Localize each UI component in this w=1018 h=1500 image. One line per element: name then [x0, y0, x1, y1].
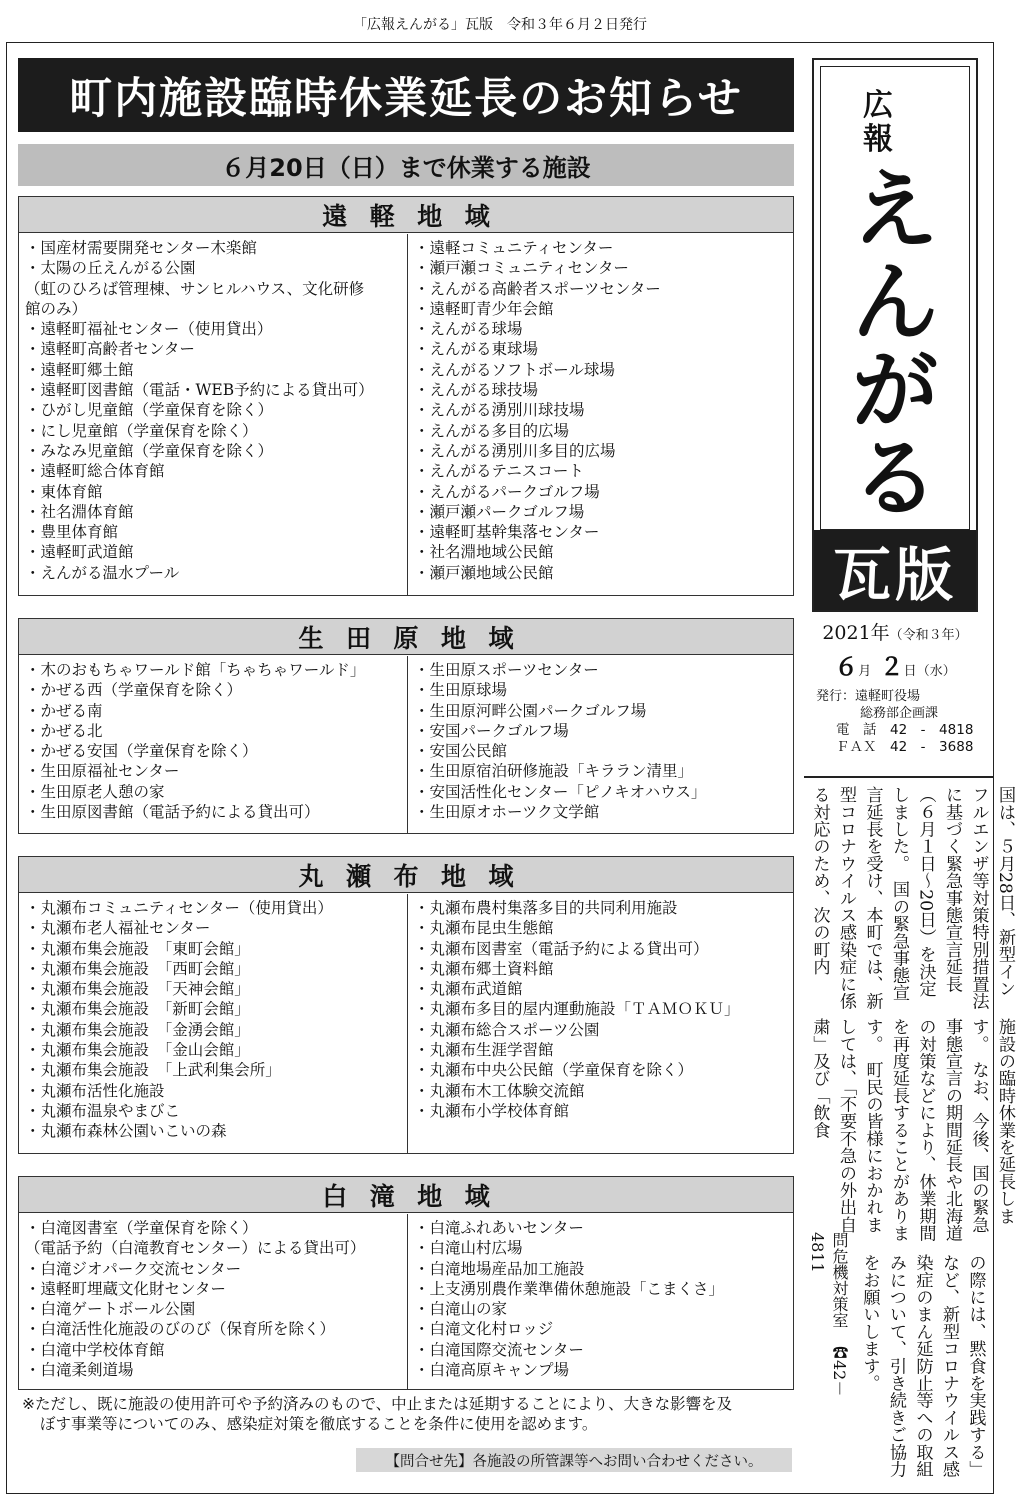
facility-item: ・国産材需要開発センター木楽館 [25, 239, 257, 257]
facility-list-right [407, 656, 793, 833]
body-text-upper: 国は、５月28日、新型インフルエンザ等対策特別措置法に基づく緊急事態宣言延長（６月１日～20日）を決定しました。 国の緊急事態宣言延長を受け、本町では、新型コロナウイルス感染症に係る対応のため、次の町内 [809, 786, 1015, 1010]
region-box-ikutahara [18, 618, 794, 834]
facility-item: ・社名淵地域公民館 [414, 543, 554, 562]
region-box-maruseppu [18, 856, 794, 1154]
facility-item: ・えんがるソフトボール球場 [414, 360, 615, 379]
facility-item: ・遠軽町武道館 [25, 543, 134, 562]
facility-item: ・白滝地場産品加工施設 [414, 1259, 585, 1278]
facility-item: ・遠軽町図書館（電話・WEB予約による貸出可） [25, 381, 374, 400]
facility-item: ・えんがる温水プール [25, 563, 180, 582]
facility-item: ・上支湧別農作業準備休憩施設「こまくさ」 [414, 1279, 725, 1298]
facility-item: ・丸瀬布小学校体育館 [414, 1101, 570, 1120]
facility-list-left [19, 1214, 407, 1389]
facility-item: ・丸瀬布多目的屋内運動施設「ＴＡＭＯＫＵ」 [414, 1000, 740, 1019]
facility-item: ・瀬戸瀬コミュニティセンター [414, 259, 629, 278]
issue-info: 2021年（令和３年） ６月 ２日（水） 発行：遠軽町役場 総務部企画課 電 話 42 - 4818 ＦＡＸ 42 - 3688 [812, 618, 978, 756]
facility-item: ・えんがる湧別川多目的広場 [414, 441, 616, 460]
masthead-engaru-char: え [852, 160, 938, 261]
issue-year: 2021年 [822, 622, 890, 644]
page-title: 町内施設臨時休業延長のお知らせ [18, 58, 794, 132]
facility-item: ・えんがる球技場 [414, 381, 539, 400]
facility-item: ・安国公民館 [414, 742, 508, 761]
facility-item: ・遠軽町埋蔵文化財センター [25, 1279, 226, 1298]
facility-item: ・生田原図書館（電話予約による貸出可） [25, 803, 320, 822]
facility-item: ・生田原スポーツセンター [414, 661, 599, 679]
issue-month: ６ [834, 652, 859, 681]
region-box-engaru [18, 196, 794, 596]
masthead-engaru-char: が [852, 340, 938, 441]
facility-item: ・丸瀬布昆虫生態館 [414, 919, 554, 938]
facility-item: ・かぜる北 [25, 721, 103, 740]
facility-item: ・丸瀬布図書室（電話予約による貸出可） [414, 939, 709, 958]
facility-item: （電話予約（白滝教育センター）による貸出可） [25, 1239, 366, 1258]
usage-note-line: ※ただし、既に施設の使用許可や予約済みのもので、中止または延期することにより、大きな影響を及 [22, 1395, 733, 1413]
facility-item: ・にし児童館（学童保育を除く） [25, 421, 258, 440]
facility-item: ・白滝山の家 [414, 1300, 508, 1319]
facility-item: ・みなみ児童館（学童保育を除く） [25, 441, 274, 460]
facility-item: ・丸瀬布総合スポーツ公園 [414, 1020, 600, 1039]
facility-item: ・丸瀬布武道館 [414, 980, 523, 999]
facility-item: ・丸瀬布集会施設 「金湧会館」 [25, 1020, 250, 1039]
facility-item: ・丸瀬布集会施設 「上武利集会所」 [25, 1061, 281, 1080]
facility-item: ・太陽の丘えんがる公園 [25, 259, 196, 278]
facility-item: ・丸瀬布温泉やまびこ [25, 1101, 181, 1120]
masthead-engaru-char: る [852, 428, 938, 529]
issue-day: ２ [879, 652, 904, 681]
facility-item: ・かぜる南 [25, 701, 103, 720]
masthead-logo-frame [820, 66, 970, 530]
masthead [812, 58, 978, 612]
facility-item: ・東体育館 [25, 482, 103, 501]
facility-item: ・丸瀬布郷土資料館 [414, 959, 554, 978]
facility-item: ・白滝ジオパーク交流センター [25, 1259, 242, 1278]
publisher: 発行：遠軽町役場 総務部企画課 [816, 689, 939, 721]
facility-item: ・かぜる西（学童保育を除く） [25, 681, 243, 700]
facility-item: ・遠軽町高齢者センター [25, 340, 195, 359]
facility-list-right [407, 894, 793, 1153]
facility-item: ・丸瀬布集会施設 「東町会館」 [25, 939, 250, 958]
facility-item: ・えんがる球場 [414, 320, 523, 339]
facility-item: ・生田原老人憩の家 [25, 782, 165, 801]
facility-item: ・遠軽町青少年会館 [414, 299, 554, 318]
facility-item: ・白滝国際交流センター [414, 1340, 584, 1359]
facility-item: （虹のひろば管理棟、サンヒルハウス、文化研修 [25, 279, 365, 298]
facility-item: ・丸瀬布集会施設 「新町会館」 [25, 1000, 250, 1019]
phone-number: 電 話 42 - 4818 [836, 722, 974, 738]
facility-item: ・安国活性化センター「ピノキオハウス」 [414, 782, 707, 801]
body-text-middle: 施設の臨時休業を延長します。 なお、今後、国の緊急事態宣言の期間延長や北海道の対策などにより、休業期間を再度延長することがあります。 町民の皆様におかれましては、「不要不急の外出自粛」及び「飲食 [809, 1018, 1015, 1242]
facility-item: ・生田原福祉センター [25, 762, 180, 781]
page-subtitle: ６月20日（日）まで休業する施設 [18, 144, 794, 186]
facility-item: ・白滝ふれあいセンター [414, 1219, 584, 1237]
facility-list-left [19, 894, 407, 1153]
region-box-shirataki [18, 1176, 794, 1390]
facility-item: ・白滝山村広場 [414, 1239, 523, 1258]
facility-item: ・生田原オホーツク文学館 [414, 803, 600, 822]
facility-list-right [407, 234, 793, 595]
facility-item: ・丸瀬布老人福祉センター [25, 919, 211, 938]
usage-note [22, 1394, 802, 1434]
usage-note-line: ぼす事業等についてのみ、感染症対策を徹底することを条件に使用を認めます。 [40, 1415, 598, 1433]
facility-item: ・丸瀬布中央公民館（学童保育を除く） [414, 1061, 694, 1080]
region-heading: 丸瀬布地域 [19, 857, 793, 893]
facility-item: ・えんがる湧別川球技場 [414, 401, 585, 420]
region-heading: 遠軽地域 [19, 197, 793, 233]
fax-number: ＦＡＸ 42 - 3688 [836, 739, 974, 755]
masthead-engaru-char: ん [852, 252, 938, 353]
facility-item: ・丸瀬布森林公園いこいの森 [25, 1122, 227, 1141]
facility-item: ・生田原宿泊研修施設「キララン清里」 [414, 762, 694, 781]
masthead-kawaraban: 瓦版 [814, 530, 976, 610]
facility-item: ・白滝文化村ロッジ [414, 1320, 554, 1339]
body-text-lower: の際には、黙食を実践する」など、新型コロナウイルス感染症のまん延防止等への取組みについて、引き続きご協力をお願いします。 [859, 1254, 986, 1478]
facility-item: ・白滝柔剣道場 [25, 1361, 134, 1380]
contact-info: 【問合せ先】各施設の所管課等へお問い合わせください。 [356, 1448, 792, 1472]
facility-item: ・丸瀬布集会施設 「西町会館」 [25, 959, 250, 978]
facility-item: ・えんがる東球場 [414, 340, 539, 359]
facility-item: ・えんがる多目的広場 [414, 421, 570, 440]
facility-item: ・生田原河畔公園パークゴルフ場 [414, 701, 647, 720]
facility-item: ・社名淵体育館 [25, 502, 134, 521]
facility-item: ・白滝中学校体育館 [25, 1340, 165, 1359]
facility-item: ・瀬戸瀬パークゴルフ場 [414, 502, 585, 521]
facility-item: ・丸瀬布木工体験交流館 [414, 1081, 585, 1100]
facility-item: 館のみ） [25, 299, 88, 318]
facility-item: ・豊里体育館 [25, 523, 119, 542]
facility-item: ・木のおもちゃワールド館「ちゃちゃワールド」 [25, 661, 366, 679]
masthead-kouhou: 広 報 [863, 88, 893, 157]
facility-item: ・遠軽コミュニティセンター [414, 239, 614, 257]
facility-item: ・遠軽町郷土館 [25, 360, 134, 379]
facility-item: ・かぜる安国（学童保育を除く） [25, 742, 258, 761]
facility-item: ・安国パークゴルフ場 [414, 721, 569, 740]
issue-header-line: 「広報えんがる」瓦版 令和３年６月２日発行 [353, 17, 647, 33]
facility-item: ・遠軽町福祉センター（使用貸出） [25, 320, 273, 339]
facility-item: ・白滝活性化施設のびのび（保育所を除く） [25, 1320, 336, 1339]
issue-weekday: （水） [916, 664, 956, 679]
facility-list-left [19, 234, 407, 595]
facility-item: ・瀬戸瀬地域公民館 [414, 563, 554, 582]
facility-item: ・白滝高原キャンプ場 [414, 1361, 570, 1380]
facility-item: ・白滝図書室（学童保育を除く） [25, 1219, 258, 1237]
facility-item: ・丸瀬布集会施設 「金山会館」 [25, 1041, 250, 1060]
facility-item: ・えんがるパークゴルフ場 [414, 482, 600, 501]
divider [804, 776, 994, 778]
region-heading: 白滝地域 [19, 1177, 793, 1213]
facility-item: ・生田原球場 [414, 681, 508, 700]
inquiry-crisis-office: 問危機対策室 ☎42－4811 [808, 1232, 849, 1397]
facility-item: ・丸瀬布農村集落多目的共同利用施設 [414, 899, 678, 917]
facility-item: ・えんがる高齢者スポーツセンター [414, 279, 661, 298]
issue-era: （令和３年） [889, 628, 968, 643]
facility-item: ・遠軽町総合体育館 [25, 462, 165, 481]
facility-item: ・遠軽町基幹集落センター [414, 523, 600, 542]
facility-item: ・丸瀬布活性化施設 [25, 1081, 165, 1100]
facility-item: ・丸瀬布コミュニティセンター（使用貸出） [25, 899, 333, 917]
facility-item: ・白滝ゲートボール公園 [25, 1300, 196, 1319]
facility-item: ・ひがし児童館（学童保育を除く） [25, 401, 274, 420]
facility-item: ・丸瀬布生涯学習館 [414, 1041, 554, 1060]
facility-list-left [19, 656, 407, 833]
facility-item: ・丸瀬布集会施設 「天神会館」 [25, 980, 250, 999]
region-heading: 生田原地域 [19, 619, 793, 655]
facility-list-right [407, 1214, 793, 1389]
facility-item: ・えんがるテニスコート [414, 462, 584, 481]
